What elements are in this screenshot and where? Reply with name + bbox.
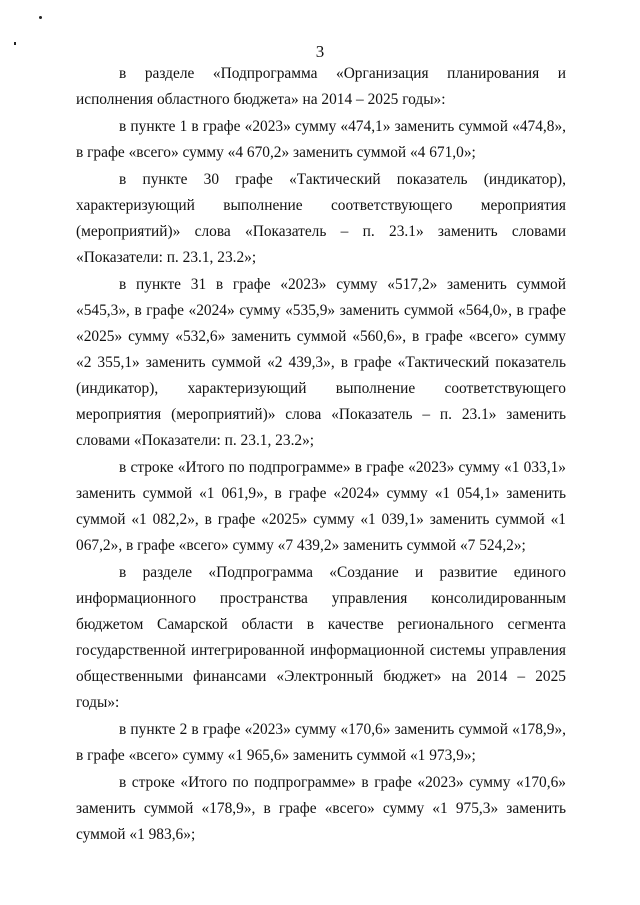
paragraph: в разделе «Подпрограмма «Создание и развитие единого информационного пространства управления консолидированным бюджетом Самарской области в качестве регионального сегмента государственной интегрированной информационной системы управления общественными финансами «Электронный бюджет» на 2014 – 2025 годы»: [76, 564, 566, 711]
paragraph: в строке «Итого по подпрограмме» в графе «2023» сумму «1 033,1» заменить суммой «1 061,9», в графе «2024» сумму «1 054,1» заменить суммой «1 082,2», в графе «2025» сумму «1 039,1» заменить суммой «1 067,2», в графе «всего» сумму «7 439,2» заменить суммой «7 524,2»; [76, 459, 566, 554]
paragraph: в пункте 2 в графе «2023» сумму «170,6» заменить суммой «178,9», в графе «всего» сумму «1 965,6» заменить суммой «1 973,9»; [76, 721, 566, 764]
paragraph: в пункте 1 в графе «2023» сумму «474,1» заменить суммой «474,8», в графе «всего» сумму «4 670,2» заменить суммой «4 671,0»; [76, 118, 566, 161]
paragraph: в пункте 30 графе «Тактический показатель (индикатор), характеризующий выполнение соответствующего мероприятия (мероприятий)» слова «Показатель – п. 23.1» заменить словами «Показатели: п. 23.1, 23.2»; [76, 171, 566, 266]
paragraph: в пункте 31 в графе «2023» сумму «517,2» заменить суммой «545,3», в графе «2024» сумму «535,9» заменить суммой «564,0», в графе «2025» сумму «532,6» заменить суммой «560,6», в графе «всего» сумму «2 355,1» заменить суммой «2 439,3», в графе «Тактический показатель (индикатор), характеризующий выполнение соответствующего мероприятия (мероприятий)» слова «Показатель – п. 23.1» заменить словами «Показатели: п. 23.1, 23.2»; [76, 276, 566, 449]
document-body [76, 61, 566, 849]
paragraph: в разделе «Подпрограмма «Организация планирования и исполнения областного бюджета» на 2014 – 2025 годы»: [76, 65, 566, 108]
page-number: 3 [315, 42, 325, 61]
paragraph: в строке «Итого по подпрограмме» в графе «2023» сумму «170,6» заменить суммой «178,9», в графе «всего» сумму «1 975,3» заменить суммой «1 983,6»; [76, 774, 566, 843]
scan-speck [39, 16, 42, 19]
